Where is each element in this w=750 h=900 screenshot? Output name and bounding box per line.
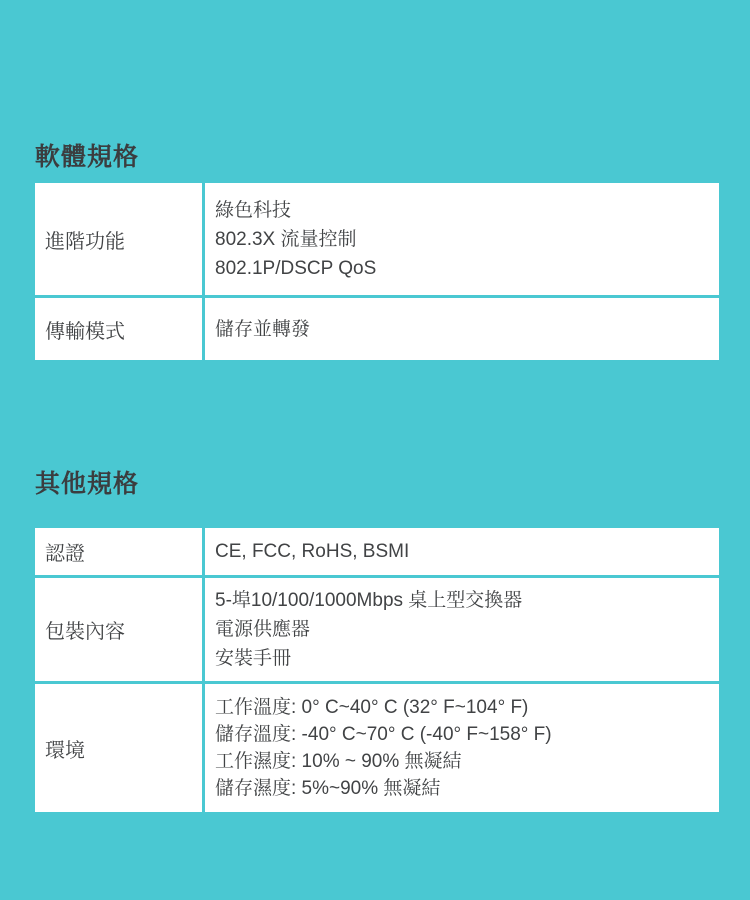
row-label-package-contents: 包裝內容 (35, 578, 202, 681)
value-line: 工作溫度: 0° C~40° C (32° F~104° F) (215, 697, 529, 718)
value-line: 802.3X 流量控制 (215, 228, 357, 250)
value-line: 綠色科技 (215, 199, 292, 221)
value-line: 儲存溫度: -40° C~70° C (-40° F~158° F) (215, 724, 552, 745)
value-line: 5-埠10/100/1000Mbps 桌上型交換器 (215, 590, 523, 611)
row-value-certification (205, 528, 719, 575)
row-value-environment (205, 684, 719, 812)
table-row-certification (35, 528, 719, 575)
row-value-advanced-features (205, 183, 719, 295)
section-software-spec (35, 143, 719, 360)
value-line: 安裝手冊 (215, 648, 292, 669)
row-label-certification: 認證 (35, 528, 202, 575)
row-value-package-contents (205, 578, 719, 681)
section-other-spec (35, 470, 719, 812)
value-line: 802.1P/DSCP QoS (215, 257, 377, 279)
row-label-advanced-features: 進階功能 (35, 183, 202, 295)
table-row-transfer-mode (35, 298, 719, 360)
row-label-environment: 環境 (35, 684, 202, 812)
value-line: 電源供應器 (215, 619, 311, 640)
table-row-environment (35, 684, 719, 812)
value-line: 儲存並轉發 (215, 318, 311, 340)
table-row-advanced-features (35, 183, 719, 295)
row-label-transfer-mode: 傳輸模式 (35, 298, 202, 360)
value-line: 工作濕度: 10% ~ 90% 無凝結 (215, 751, 462, 772)
value-line: 儲存濕度: 5%~90% 無凝結 (215, 778, 441, 799)
value-line: CE, FCC, RoHS, BSMI (215, 541, 410, 562)
section-heading-software: 軟體規格 (35, 143, 140, 171)
software-spec-table (35, 183, 719, 360)
other-spec-table (35, 528, 719, 812)
row-value-transfer-mode (205, 298, 719, 360)
section-heading-other: 其他規格 (35, 470, 140, 498)
table-row-package-contents (35, 578, 719, 681)
